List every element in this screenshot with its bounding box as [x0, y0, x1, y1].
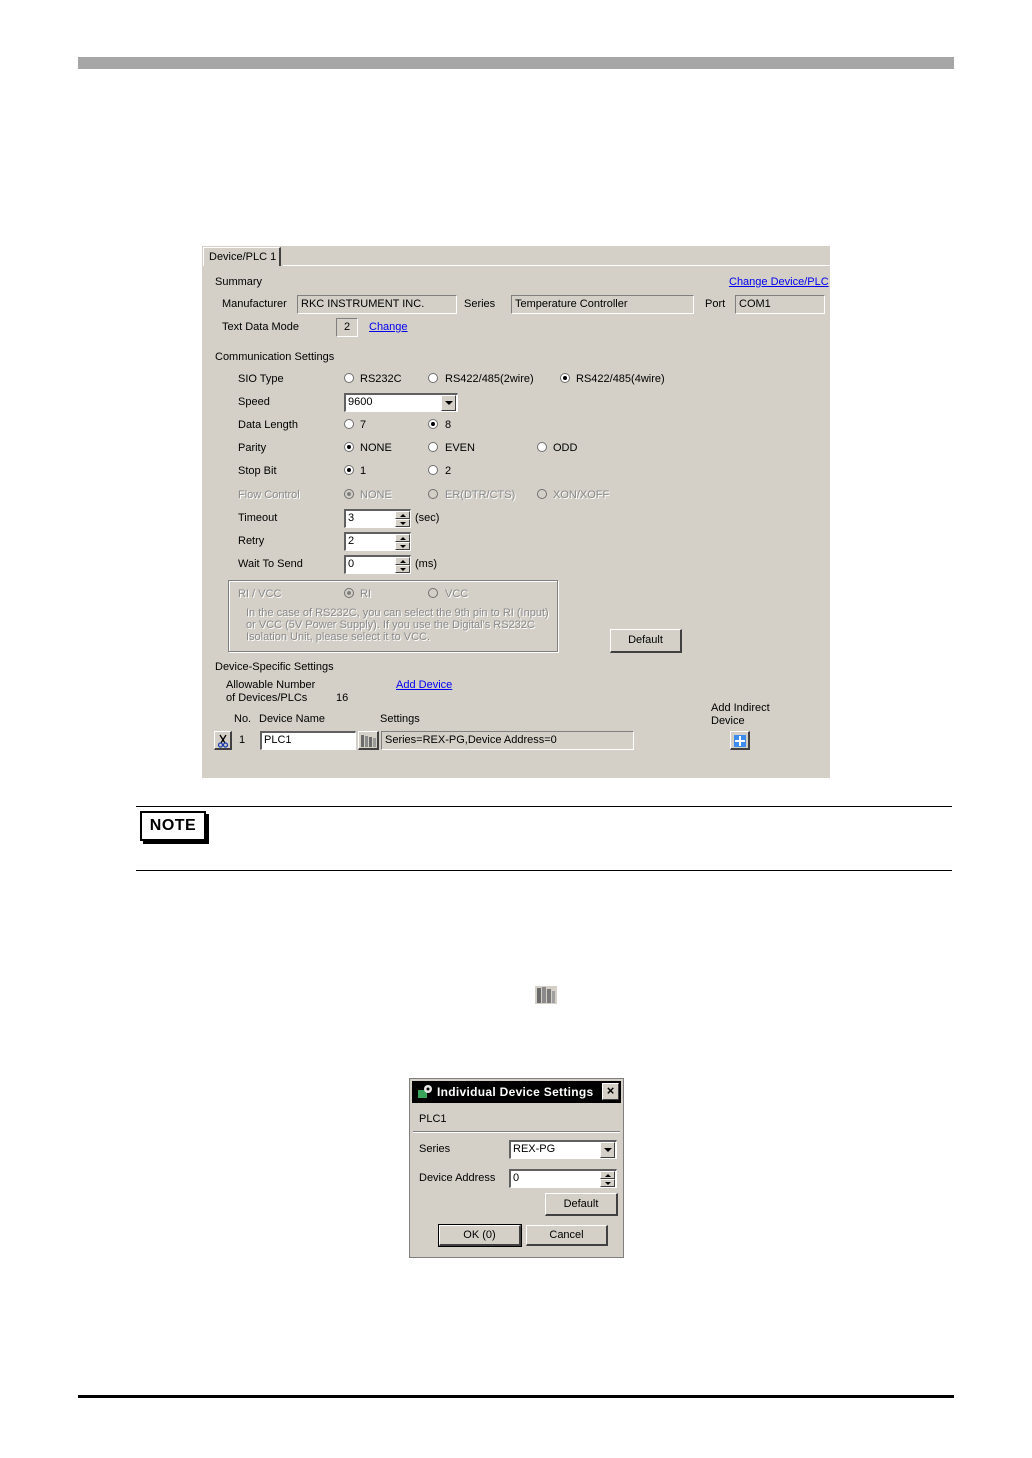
tab-device-plc-1[interactable]: [203, 247, 281, 266]
ri-label: RI: [360, 588, 371, 600]
dialog-default-button[interactable]: Default: [545, 1193, 618, 1216]
device-name-input[interactable]: [260, 731, 356, 750]
parity-label: Parity: [238, 442, 267, 454]
text-data-mode-label: Text Data Mode: [222, 321, 300, 333]
flow-none-radio: [344, 489, 354, 499]
comm-default-button[interactable]: Default: [610, 629, 682, 653]
device-settings-icon: [534, 983, 558, 1005]
manufacturer-field: RKC INSTRUMENT INC.: [297, 295, 457, 314]
dialog-device-address-value: 0: [513, 1172, 520, 1184]
add-device-link[interactable]: Add Device: [396, 679, 453, 691]
individual-device-settings-dialog: [409, 1078, 624, 1258]
dialog-series-label: Series: [419, 1143, 451, 1155]
ri-vcc-note-line-2: or VCC (5V Power Supply). If you use the Digital's RS232C: [246, 619, 535, 631]
note-top-rule: [136, 806, 952, 807]
flow-er-label: ER(DTR/CTS): [445, 489, 516, 501]
delete-device-button[interactable]: [214, 731, 232, 750]
sio-type-label: SIO Type: [238, 373, 284, 385]
series-label: Series: [464, 298, 496, 310]
data-length-7-label: 7: [360, 419, 367, 431]
stop-bit-1-radio[interactable]: [344, 465, 354, 475]
sio-rs422-4wire-radio[interactable]: [560, 373, 570, 383]
column-device-name: Device Name: [259, 713, 326, 725]
dialog-series-value: REX-PG: [513, 1143, 556, 1155]
dialog-title: Individual Device Settings: [437, 1085, 594, 1099]
speed-value: 9600: [348, 396, 373, 408]
wait-to-send-value: 0: [348, 558, 355, 570]
summary-heading: Summary: [215, 276, 263, 288]
ri-radio: [344, 588, 354, 598]
column-no: No.: [234, 713, 252, 725]
allowable-number-value: 16: [336, 692, 349, 704]
flow-control-label: Flow Control: [238, 489, 300, 501]
note-badge: NOTE: [140, 811, 206, 841]
timeout-label: Timeout: [238, 512, 278, 524]
dialog-separator: [413, 1131, 620, 1133]
allowable-number-label-2: of Devices/PLCs: [226, 692, 308, 704]
flow-xon-label: XON/XOFF: [553, 489, 610, 501]
flow-none-label: NONE: [360, 489, 392, 501]
stop-bit-2-radio[interactable]: [428, 465, 438, 475]
series-field: Temperature Controller: [511, 295, 694, 314]
device-name-value: PLC1: [264, 734, 292, 746]
tab-label: Device/PLC 1: [209, 251, 277, 263]
parity-odd-radio[interactable]: [537, 442, 547, 452]
vcc-label: VCC: [445, 588, 469, 600]
flow-er-radio: [428, 489, 438, 499]
device-settings-button[interactable]: [358, 731, 379, 750]
device-row-number: 1: [239, 734, 246, 746]
manufacturer-label: Manufacturer: [222, 298, 287, 310]
dialog-cancel-button[interactable]: Cancel: [526, 1225, 608, 1246]
page-footer-rule: [78, 1395, 954, 1398]
wait-to-send-spinner-icon[interactable]: [395, 557, 410, 573]
text-data-mode-change-link[interactable]: Change: [369, 321, 408, 333]
dialog-device-address-label: Device Address: [419, 1172, 496, 1184]
add-indirect-device-button[interactable]: [730, 731, 750, 750]
timeout-unit: (sec): [415, 512, 440, 524]
page-header-bar: [78, 57, 954, 69]
data-length-8-label: 8: [445, 419, 452, 431]
dialog-title-bar: [412, 1081, 621, 1103]
add-indirect-label-1: Add Indirect: [711, 702, 770, 714]
timeout-value: 3: [348, 512, 355, 524]
data-length-label: Data Length: [238, 419, 298, 431]
text-data-mode-field: 2: [336, 318, 358, 337]
column-settings: Settings: [380, 713, 420, 725]
data-length-7-radio[interactable]: [344, 419, 354, 429]
retry-value: 2: [348, 535, 355, 547]
scissors-icon: [216, 733, 230, 748]
flow-xon-radio: [537, 489, 547, 499]
dialog-device-name: PLC1: [419, 1113, 447, 1125]
sio-rs232c-radio[interactable]: [344, 373, 354, 383]
add-indirect-label-2: Device: [711, 715, 745, 727]
stop-bit-label: Stop Bit: [238, 465, 277, 477]
port-field: COM1: [735, 295, 825, 314]
parity-even-radio[interactable]: [428, 442, 438, 452]
ri-vcc-note-line-3: Isolation Unit, please select it to VCC.: [246, 631, 431, 643]
device-settings-field: Series=REX-PG,Device Address=0: [381, 731, 634, 750]
device-specific-heading: Device-Specific Settings: [215, 661, 334, 673]
change-device-plc-link[interactable]: Change Device/PLC: [729, 276, 829, 288]
wait-to-send-label: Wait To Send: [238, 558, 303, 570]
dialog-ok-button[interactable]: OK (0): [439, 1225, 521, 1246]
ri-vcc-label: RI / VCC: [238, 588, 282, 600]
ri-vcc-note-line-1: In the case of RS232C, you can select the 9th pin to RI (Input): [246, 607, 549, 619]
sio-rs422-2wire-label: RS422/485(2wire): [445, 373, 534, 385]
sio-rs422-2wire-radio[interactable]: [428, 373, 438, 383]
close-icon[interactable]: ×: [602, 1083, 619, 1100]
sio-rs422-4wire-label: RS422/485(4wire): [576, 373, 665, 385]
parity-even-label: EVEN: [445, 442, 475, 454]
communication-settings-heading: Communication Settings: [215, 351, 335, 363]
parity-none-label: NONE: [360, 442, 392, 454]
stop-bit-1-label: 1: [360, 465, 367, 477]
wait-to-send-unit: (ms): [415, 558, 437, 570]
retry-label: Retry: [238, 535, 265, 547]
note-bottom-rule: [136, 870, 952, 871]
allowable-number-label-1: Allowable Number: [226, 679, 316, 691]
port-label: Port: [705, 298, 726, 310]
tab-strip-line: [283, 265, 830, 266]
parity-none-radio[interactable]: [344, 442, 354, 452]
retry-spinner-icon[interactable]: [395, 534, 410, 550]
speed-dropdown-arrow-icon[interactable]: [441, 395, 456, 411]
timeout-spinner-icon[interactable]: [395, 511, 410, 527]
dialog-device-address-spinner-icon[interactable]: [600, 1171, 615, 1187]
parity-odd-label: ODD: [553, 442, 578, 454]
stop-bit-2-label: 2: [445, 465, 452, 477]
data-length-8-radio[interactable]: [428, 419, 438, 429]
speed-label: Speed: [238, 396, 270, 408]
dialog-series-dropdown-arrow-icon[interactable]: [600, 1142, 615, 1158]
device-gear-icon: [416, 1084, 434, 1100]
sio-rs232c-label: RS232C: [360, 373, 402, 385]
vcc-radio: [428, 588, 438, 598]
device-settings-icon: [360, 734, 377, 748]
plus-icon: [733, 734, 747, 748]
